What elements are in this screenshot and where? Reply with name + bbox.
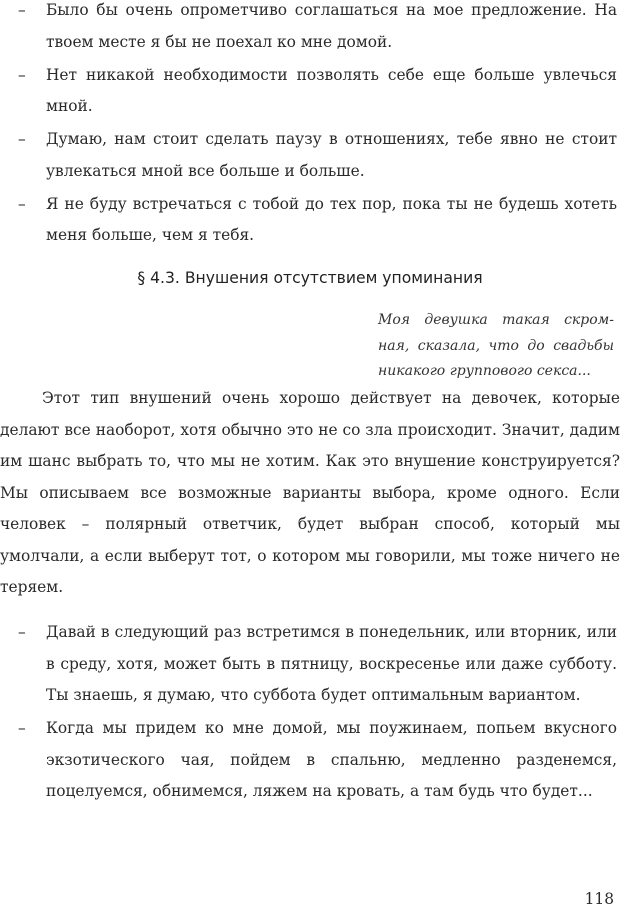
list-item-text: Нет никакой необходимости позволять себе еще больше увлечься мной. xyxy=(46,65,617,115)
list-item xyxy=(0,60,620,123)
list-item-text: Думаю, нам стоит сделать паузу в отношениях, тебе явно не стоит увлекаться мной все больше и больше. xyxy=(46,130,617,180)
list-item-text: Когда мы придем ко мне домой, мы поужинаем, попьем вкусного экзотического чая, пойдем в спальню, медленно разденемся, поцелуемся, обнимемся, ляжем на кровать, а там будь что будет... xyxy=(46,719,617,800)
body-paragraph: Этот тип внушений очень хорошо действует на девочек, которые делают все наоборот, хотя обычно это не со зла происходит. Значит, дадим им шанс выбрать то, что мы не хотим. Как это внушение конструируется? Мы описываем все возможные варианты выбора, кроме одного. Если человек – полярный ответчик, будет выбран способ, который мы умолчали, а если выберут тот, о котором мы говорили, мы тоже ничего не теряем. xyxy=(0,389,620,596)
list-item-text: Давай в следующий раз встретимся в понедельник, или вторник, или в среду, хотя, может быть в пятницу, воскресенье или даже субботу. Ты знаешь, я думаю, что суббота будет оптимальным вариантом. xyxy=(46,623,617,704)
list-item-text: Я не буду встречаться с тобой до тех пор, пока ты не будешь хотеть меня больше, чем я тебя. xyxy=(46,194,617,244)
dash-marker: – xyxy=(18,719,26,737)
list-item-text: Было бы очень опрометчиво соглашаться на мое предложение. На твоем месте я бы не поехал ко мне домой. xyxy=(46,1,617,51)
page-number: 118 xyxy=(584,890,614,908)
list-item xyxy=(0,713,620,808)
dash-marker: – xyxy=(18,1,26,19)
epigraph: Моя девушка такая скром-ная, сказала, что до свадьбы никакого группового секса... xyxy=(378,312,614,379)
dash-marker: – xyxy=(18,194,26,213)
dialogue-list-top xyxy=(0,0,620,253)
list-item xyxy=(0,189,620,252)
dialogue-list-bottom xyxy=(0,617,620,809)
dash-marker: – xyxy=(18,130,26,148)
list-item xyxy=(0,617,620,712)
dash-marker: – xyxy=(18,623,26,641)
list-item xyxy=(0,124,620,187)
dash-marker: – xyxy=(18,65,26,84)
section-heading: § 4.3. Внушения отсутствием упоминания xyxy=(137,269,483,287)
list-item xyxy=(0,0,620,58)
